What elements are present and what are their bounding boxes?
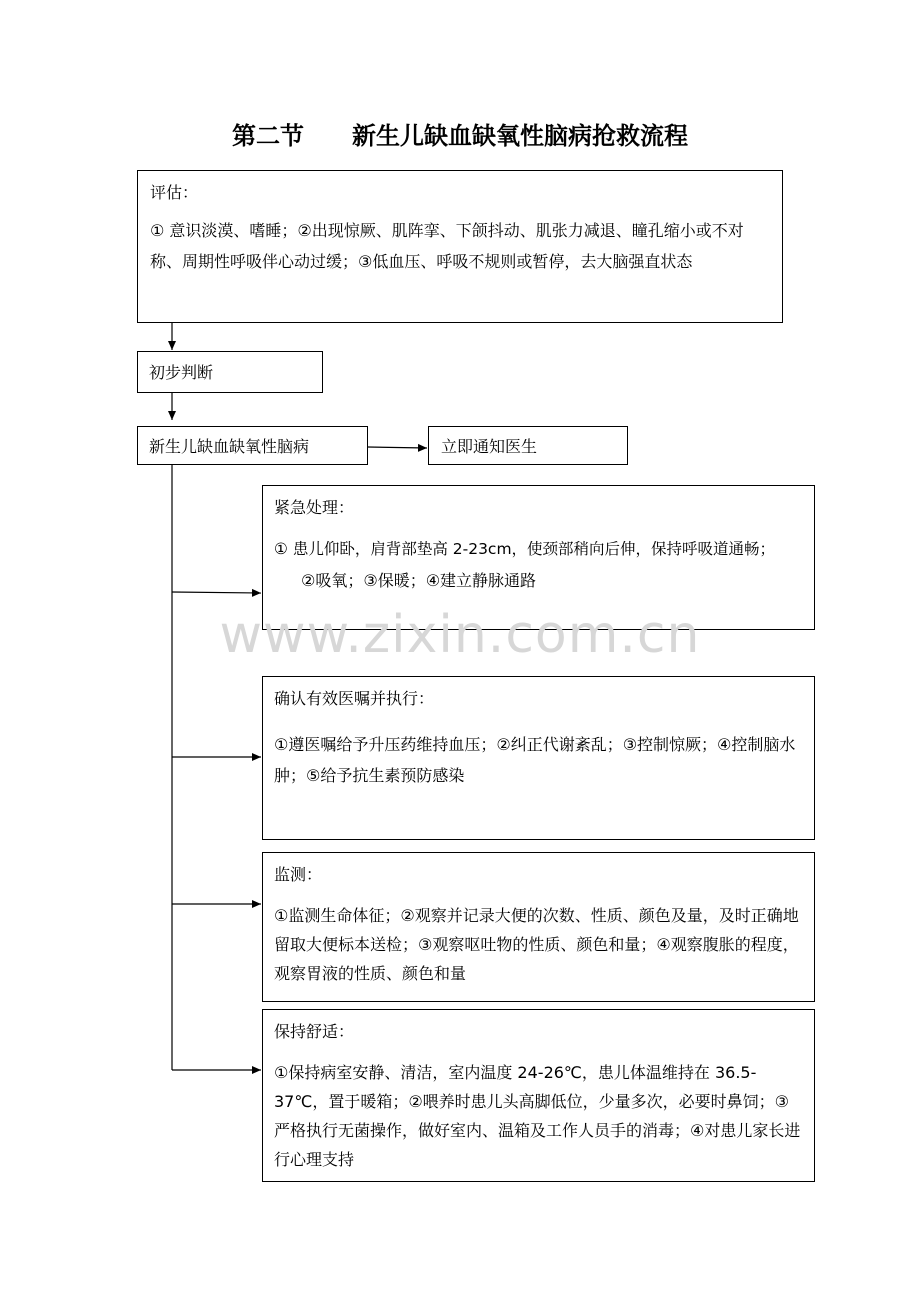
diagnosis-label: 新生儿缺血缺氧性脑病 — [149, 437, 310, 456]
emergency-heading: 紧急处理： — [274, 498, 355, 517]
emergency-line-1: ① 患儿仰卧，肩背部垫高 2-23cm，使颈部稍向后伸，保持呼吸道通畅； — [274, 540, 776, 558]
orders-box — [262, 676, 815, 840]
arrow-diagnosis-to-notify — [368, 447, 427, 448]
orders-text: ①遵医嘱给予升压药维持血压；②纠正代谢紊乱；③控制惊厥；④控制脑水肿；⑤给予抗生素预防感染 — [274, 735, 796, 785]
emergency-line-2: ②吸氧；③保暖；④建立静脉通路 — [301, 571, 537, 590]
comfort-box — [262, 1009, 815, 1182]
notify-doctor-label: 立即通知医生 — [441, 437, 538, 456]
diagnosis-box — [137, 426, 368, 465]
monitoring-text: ①监测生命体征；②观察并记录大便的次数、性质、颜色及量，及时正确地留取大便标本送检；③观察呕吐物的性质、颜色和量；④观察腹胀的程度，观察胃液的性质、颜色和量 — [274, 906, 799, 983]
title-heading: 新生儿缺血缺氧性脑病抢救流程 — [352, 122, 688, 150]
comfort-text: ①保持病室安静、清洁，室内温度 24-26℃，患儿体温维持在 36.5-37℃，置于暖箱；②喂养时患儿头高脚低位，少量多次，必要时鼻饲；③严格执行无菌操作，做好室内、温箱及工作人员手的消毒；④对患儿家长进行心理支持 — [274, 1063, 801, 1169]
orders-heading: 确认有效医嘱并执行： — [274, 689, 435, 708]
section-number: 第二节 — [232, 122, 304, 150]
initial-judgment-label: 初步判断 — [149, 363, 214, 382]
initial-judgment-box — [137, 351, 323, 393]
assessment-heading: 评估： — [150, 183, 199, 202]
assessment-box — [137, 170, 783, 323]
watermark: www.zixin.com.cn — [219, 605, 701, 665]
assessment-text: ① 意识淡漠、嗜睡；②出现惊厥、肌阵挛、下颌抖动、肌张力减退、瞳孔缩小或不对称、周期性呼吸伴心动过缓；③低血压、呼吸不规则或暂停，去大脑强直状态 — [150, 221, 744, 271]
notify-doctor-box — [428, 426, 628, 465]
monitoring-heading: 监测： — [274, 865, 323, 884]
comfort-heading: 保持舒适： — [274, 1022, 355, 1041]
monitoring-box — [262, 852, 815, 1002]
arrow-to-emergency — [172, 592, 261, 593]
